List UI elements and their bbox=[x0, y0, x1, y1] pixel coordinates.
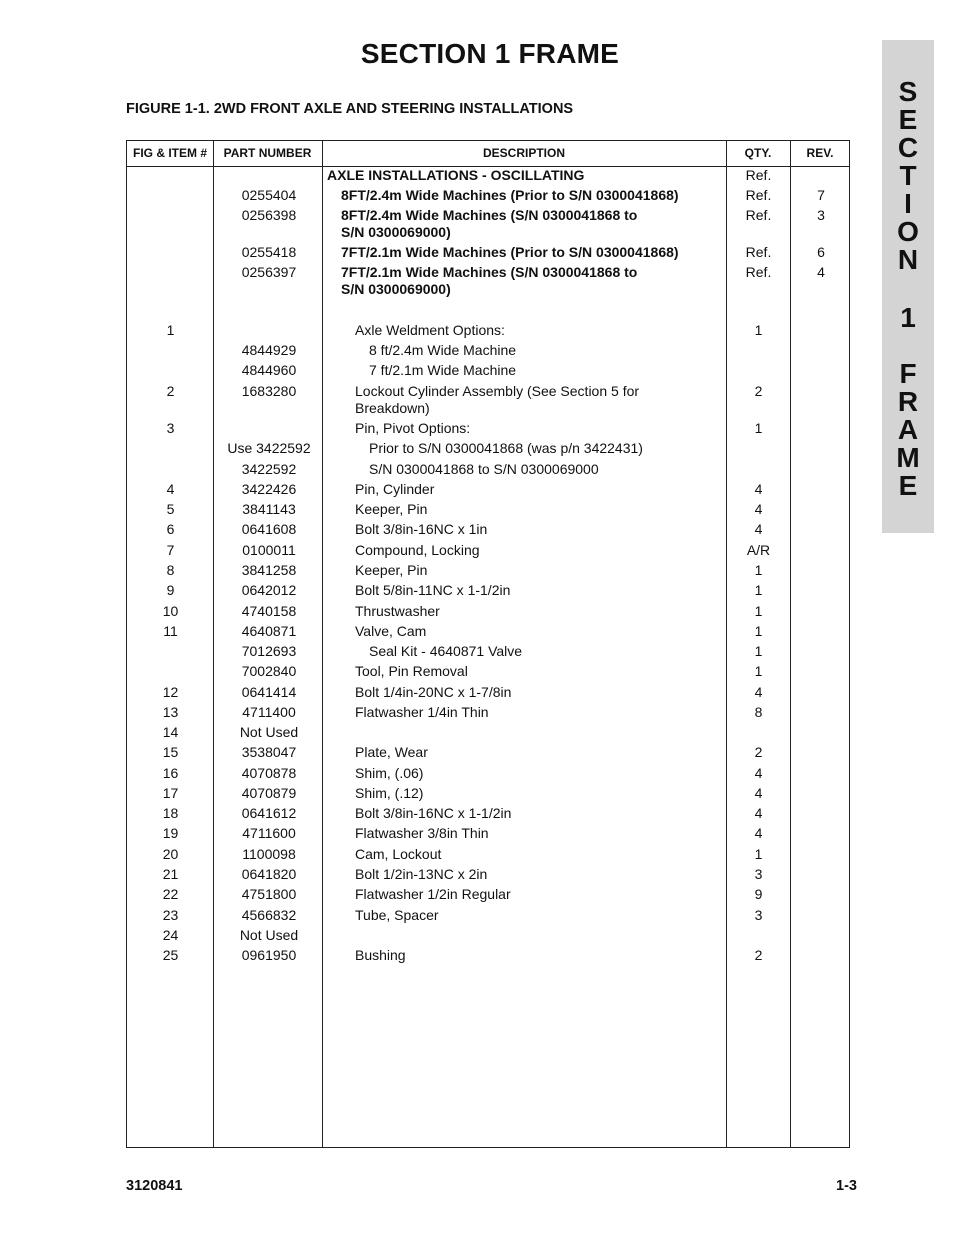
column-divider bbox=[213, 141, 214, 1147]
item-cell: 20 bbox=[162, 846, 179, 862]
description-cell bbox=[327, 623, 725, 640]
part-number-cell: Not Used bbox=[239, 724, 299, 740]
header-qty: QTY. bbox=[744, 146, 772, 160]
part-number-cell: 3538047 bbox=[241, 744, 297, 760]
figure-title: FIGURE 1-1. 2WD FRONT AXLE AND STEERING INSTALLATIONS bbox=[126, 101, 574, 117]
rev-cell: 4 bbox=[817, 264, 825, 280]
item-cell: 10 bbox=[162, 603, 179, 619]
part-number-cell: 4711400 bbox=[242, 704, 296, 720]
qty-cell: 4 bbox=[754, 481, 763, 497]
description-line: Keeper, Pin bbox=[355, 562, 428, 578]
qty-cell: 1 bbox=[754, 582, 763, 598]
description-line: Prior to S/N 0300041868 (was p/n 3422431) bbox=[369, 440, 643, 456]
description-line: Bolt 3/8in-16NC x 1-1/2in bbox=[355, 805, 512, 821]
qty-cell: 8 bbox=[754, 704, 763, 720]
description-cell bbox=[327, 383, 725, 417]
part-number-cell: 0641414 bbox=[241, 684, 297, 700]
description-line: Flatwasher 1/2in Regular bbox=[355, 886, 511, 902]
item-cell: 16 bbox=[162, 765, 179, 781]
item-cell: 17 bbox=[162, 785, 179, 801]
part-number-cell: 1683280 bbox=[241, 383, 297, 399]
description-line: AXLE INSTALLATIONS - OSCILLATING bbox=[327, 167, 585, 183]
qty-cell: 2 bbox=[754, 383, 763, 399]
description-line: Bolt 5/8in-11NC x 1-1/2in bbox=[355, 582, 511, 598]
description-cell bbox=[327, 187, 725, 204]
part-number-cell: 0100011 bbox=[242, 542, 296, 558]
qty-cell: 2 bbox=[754, 947, 763, 963]
qty-cell: 9 bbox=[754, 886, 763, 902]
header-item: FIG & ITEM # bbox=[132, 146, 207, 160]
qty-cell: Ref. bbox=[745, 187, 772, 203]
part-number-cell: 4711600 bbox=[242, 825, 296, 841]
section-tab-letter: M bbox=[896, 442, 920, 473]
description-cell bbox=[327, 420, 725, 437]
description-cell bbox=[327, 805, 725, 822]
item-cell: 13 bbox=[162, 704, 179, 720]
description-cell bbox=[327, 643, 725, 660]
rev-cell: 3 bbox=[817, 207, 825, 223]
part-number-cell: 0641612 bbox=[241, 805, 297, 821]
part-number-cell: 0642012 bbox=[241, 582, 297, 598]
description-line-continued: S/N 0300069000) bbox=[341, 281, 451, 297]
item-cell: 2 bbox=[166, 383, 175, 399]
description-cell bbox=[327, 684, 725, 701]
item-cell: 4 bbox=[166, 481, 175, 497]
part-number-cell: 1100098 bbox=[242, 846, 296, 862]
description-line: Axle Weldment Options: bbox=[355, 322, 505, 338]
description-line: 8 ft/2.4m Wide Machine bbox=[369, 342, 517, 358]
qty-cell: 1 bbox=[754, 663, 763, 679]
section-tab-letter: E bbox=[898, 104, 918, 135]
item-cell: 11 bbox=[163, 623, 178, 639]
qty-cell: 1 bbox=[754, 562, 763, 578]
part-number-cell: 4070879 bbox=[241, 785, 297, 801]
part-number-cell: 0961950 bbox=[241, 947, 297, 963]
section-tab-letter: E bbox=[898, 470, 918, 501]
description-line: Thrustwasher bbox=[355, 603, 440, 619]
description-line: Cam, Lockout bbox=[355, 846, 442, 862]
item-cell: 8 bbox=[166, 562, 175, 578]
description-cell bbox=[327, 342, 725, 359]
description-cell bbox=[327, 886, 725, 903]
qty-cell: 3 bbox=[754, 866, 763, 882]
part-number-cell: 4740158 bbox=[241, 603, 297, 619]
item-cell: 9 bbox=[166, 582, 175, 598]
description-cell bbox=[327, 244, 725, 261]
description-line: Shim, (.06) bbox=[355, 765, 424, 781]
section-tab-letter: C bbox=[897, 132, 919, 163]
item-cell: 21 bbox=[162, 866, 179, 882]
part-number-cell: 0641608 bbox=[241, 521, 297, 537]
description-cell bbox=[327, 907, 725, 924]
item-cell: 12 bbox=[162, 684, 179, 700]
part-number-cell: 4844929 bbox=[241, 342, 297, 358]
page-number: 1-3 bbox=[836, 1178, 857, 1194]
description-line-continued: S/N 0300069000) bbox=[341, 224, 451, 240]
description-cell bbox=[327, 603, 725, 620]
section-tab-letter: O bbox=[897, 216, 919, 247]
part-number-cell: 3841258 bbox=[241, 562, 297, 578]
description-cell bbox=[327, 846, 725, 863]
description-line: 8FT/2.4m Wide Machines (Prior to S/N 0300041868) bbox=[341, 187, 679, 203]
qty-cell: 1 bbox=[754, 420, 763, 436]
section-tab-letter: R bbox=[897, 386, 919, 417]
qty-cell: 1 bbox=[754, 643, 763, 659]
description-line: Valve, Cam bbox=[355, 623, 427, 639]
section-tab-letter: S bbox=[898, 76, 918, 107]
description-cell bbox=[327, 704, 725, 721]
description-cell bbox=[327, 521, 725, 538]
item-cell: 7 bbox=[166, 542, 175, 558]
rev-cell: 7 bbox=[817, 187, 825, 203]
section-tab bbox=[882, 40, 934, 533]
part-number-cell: 0256397 bbox=[241, 264, 297, 280]
part-number-cell: 3422426 bbox=[241, 481, 297, 497]
part-number-cell: Not Used bbox=[239, 927, 299, 943]
description-line: Flatwasher 3/8in Thin bbox=[355, 825, 489, 841]
description-line: 7 ft/2.1m Wide Machine bbox=[369, 362, 517, 378]
description-cell bbox=[327, 481, 725, 498]
description-cell bbox=[327, 167, 725, 184]
description-line: Bolt 1/4in-20NC x 1-7/8in bbox=[355, 684, 512, 700]
qty-cell: 4 bbox=[754, 521, 763, 537]
qty-cell: 4 bbox=[754, 684, 763, 700]
rev-cell: 6 bbox=[817, 244, 825, 260]
description-cell bbox=[327, 542, 725, 559]
column-divider bbox=[790, 141, 791, 1147]
description-cell bbox=[327, 440, 725, 457]
description-line: Tube, Spacer bbox=[355, 907, 439, 923]
header-rev: REV. bbox=[806, 146, 834, 160]
description-line: Keeper, Pin bbox=[355, 501, 428, 517]
section-title: SECTION 1 FRAME bbox=[360, 38, 620, 69]
description-line-continued: Breakdown) bbox=[355, 400, 430, 416]
item-cell: 6 bbox=[166, 521, 175, 537]
description-cell bbox=[327, 866, 725, 883]
qty-cell: 1 bbox=[754, 846, 763, 862]
item-cell: 1 bbox=[166, 322, 175, 338]
section-tab-letter: N bbox=[897, 244, 919, 275]
item-cell: 24 bbox=[162, 927, 179, 943]
part-number-cell: 0255404 bbox=[241, 187, 297, 203]
part-number-cell: 3422592 bbox=[241, 461, 297, 477]
parts-table bbox=[126, 140, 850, 1148]
header-part-number: PART NUMBER bbox=[223, 146, 312, 160]
header-description: DESCRIPTION bbox=[482, 146, 565, 160]
part-number-cell: 4070878 bbox=[241, 765, 297, 781]
description-line: Compound, Locking bbox=[355, 542, 480, 558]
item-cell: 22 bbox=[162, 886, 179, 902]
qty-cell: Ref. bbox=[745, 244, 772, 260]
part-number-cell: 7012693 bbox=[241, 643, 297, 659]
qty-cell: 4 bbox=[754, 765, 763, 781]
qty-cell: 4 bbox=[754, 501, 763, 517]
description-line: Pin, Pivot Options: bbox=[355, 420, 471, 436]
part-number-cell: 0641820 bbox=[241, 866, 297, 882]
qty-cell: 4 bbox=[754, 785, 763, 801]
part-number-cell: 4751800 bbox=[241, 886, 297, 902]
description-cell bbox=[327, 785, 725, 802]
item-cell: 19 bbox=[162, 825, 179, 841]
part-number-cell: 7002840 bbox=[241, 663, 297, 679]
section-tab-letter: F bbox=[899, 358, 917, 389]
description-line: Shim, (.12) bbox=[355, 785, 424, 801]
description-line: Plate, Wear bbox=[355, 744, 428, 760]
description-line: Lockout Cylinder Assembly (See Section 5 for bbox=[355, 383, 640, 399]
description-cell bbox=[327, 207, 725, 241]
description-line: Bolt 3/8in-16NC x 1in bbox=[355, 521, 488, 537]
part-number-cell: 0255418 bbox=[241, 244, 297, 260]
qty-cell: 1 bbox=[754, 322, 763, 338]
qty-cell: 2 bbox=[754, 744, 763, 760]
description-line: 7FT/2.1m Wide Machines (S/N 0300041868 to bbox=[341, 264, 638, 280]
section-tab-letter: A bbox=[897, 414, 919, 445]
description-cell bbox=[327, 663, 725, 680]
item-cell: 15 bbox=[162, 744, 179, 760]
item-cell: 3 bbox=[166, 420, 175, 436]
section-tab-letter: I bbox=[904, 188, 912, 219]
qty-cell: 4 bbox=[754, 805, 763, 821]
description-line: Seal Kit - 4640871 Valve bbox=[369, 643, 523, 659]
part-number-cell: 4844960 bbox=[241, 362, 297, 378]
section-tab-letter: T bbox=[899, 160, 917, 191]
qty-cell: 4 bbox=[754, 825, 763, 841]
section-tab-letter: 1 bbox=[900, 302, 916, 333]
part-number-cell: Use 3422592 bbox=[227, 440, 311, 456]
qty-cell: A/R bbox=[746, 542, 771, 558]
item-cell: 14 bbox=[162, 724, 179, 740]
description-line: Pin, Cylinder bbox=[355, 481, 435, 497]
description-line: S/N 0300041868 to S/N 0300069000 bbox=[369, 461, 599, 477]
part-number-cell: 0256398 bbox=[241, 207, 297, 223]
description-cell bbox=[327, 947, 725, 964]
qty-cell: 3 bbox=[754, 907, 763, 923]
description-cell bbox=[327, 582, 725, 599]
description-cell bbox=[327, 362, 725, 379]
item-cell: 25 bbox=[162, 947, 179, 963]
description-cell bbox=[327, 322, 725, 339]
description-cell bbox=[327, 562, 725, 579]
description-line: Tool, Pin Removal bbox=[355, 663, 468, 679]
qty-cell: Ref. bbox=[745, 207, 772, 223]
description-cell bbox=[327, 825, 725, 842]
item-cell: 18 bbox=[162, 805, 179, 821]
description-cell bbox=[327, 744, 725, 761]
description-line: 7FT/2.1m Wide Machines (Prior to S/N 0300041868) bbox=[341, 244, 679, 260]
qty-cell: Ref. bbox=[745, 167, 772, 183]
item-cell: 23 bbox=[162, 907, 179, 923]
part-number-cell: 3841143 bbox=[242, 501, 296, 517]
description-line: Bolt 1/2in-13NC x 2in bbox=[355, 866, 488, 882]
qty-cell: Ref. bbox=[745, 264, 772, 280]
description-line: 8FT/2.4m Wide Machines (S/N 0300041868 to bbox=[341, 207, 638, 223]
qty-cell: 1 bbox=[754, 603, 763, 619]
doc-number: 3120841 bbox=[126, 1178, 183, 1194]
part-number-cell: 4640871 bbox=[241, 623, 297, 639]
description-cell bbox=[327, 501, 725, 518]
description-line: Flatwasher 1/4in Thin bbox=[355, 704, 489, 720]
part-number-cell: 4566832 bbox=[241, 907, 297, 923]
qty-cell: 1 bbox=[754, 623, 763, 639]
description-cell bbox=[327, 264, 725, 298]
description-cell bbox=[327, 765, 725, 782]
item-cell: 5 bbox=[166, 501, 175, 517]
description-line: Bushing bbox=[355, 947, 406, 963]
description-cell bbox=[327, 461, 725, 478]
